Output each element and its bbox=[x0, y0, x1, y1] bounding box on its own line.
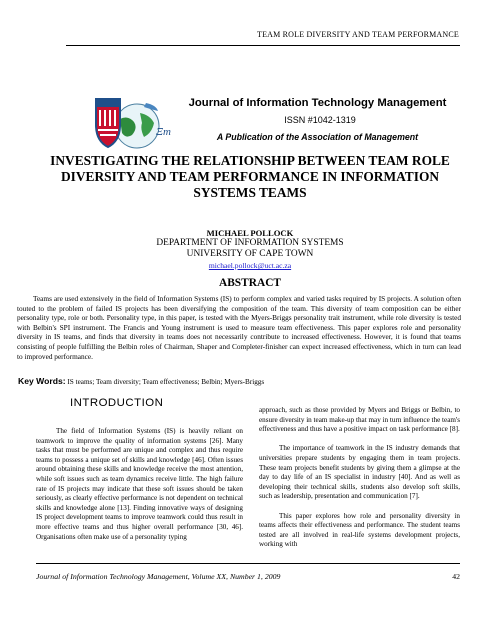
author-name: MICHAEL POLLOCK bbox=[206, 228, 294, 238]
author-university: UNIVERSITY OF CAPE TOWN bbox=[186, 249, 314, 259]
journal-name: Journal of Information Technology Management bbox=[188, 97, 447, 109]
keywords-text: IS teams; Team diversity; Team effectiveness; Belbin; Myers-Briggs bbox=[67, 378, 265, 386]
svg-text:Ξm: Ξm bbox=[156, 126, 171, 138]
footer-citation: Journal of Information Technology Management, Volume XX, Number 1, 2009 bbox=[36, 572, 281, 581]
page-number: 42 bbox=[452, 572, 460, 581]
intro-paragraph-1: The field of Information Systems (IS) is heavily reliant on teamwork to improve the quality of information systems [26]. Many tasks that must be performed are unique and complex and thus require teams to possess a unique set of skills and knowledge [46]. Often issues around obtaining these skills and knowledge receive the most attention, while soft issues such as team dynamics receive little. The high failure rate of IS projects may indicate that these soft issues should be taken seriously, as clearly effective performance is not dependent on technical skills and knowledge alone [13]. Finding innovative ways of designing IS project development teams to improve teamwork could thus result in more effective teams and thus higher overall performance [30, 46]. Organisations often make use of a personality typing bbox=[36, 427, 243, 541]
header-rule bbox=[66, 45, 460, 46]
author-email-link[interactable]: michael.pollock@uct.ac.za bbox=[208, 261, 292, 270]
keywords-label: Key Words: bbox=[18, 376, 66, 386]
running-header: TEAM ROLE DIVERSITY AND TEAM PERFORMANCE bbox=[256, 30, 459, 39]
right-column bbox=[259, 406, 460, 550]
keywords bbox=[18, 376, 462, 386]
left-column bbox=[36, 427, 243, 542]
introduction-heading: INTRODUCTION bbox=[70, 397, 164, 409]
author-department: DEPARTMENT OF INFORMATION SYSTEMS bbox=[156, 238, 344, 248]
paper-title: INVESTIGATING THE RELATIONSHIP BETWEEN TEAM ROLE DIVERSITY AND TEAM PERFORMANCE IN INFORMATION SYSTEMS TEAMS bbox=[50, 153, 450, 200]
intro-paragraph-3: The importance of teamwork in the IS industry demands that universities prepare students by engaging them in team projects. These team projects benefit students by giving them a glimpse at the day to day life of an IS specialist in industry [40]. And as well as developing their technical skills, students also develop soft skills, such as leadership, presentation and communication [7]. bbox=[259, 444, 460, 501]
abstract-heading: ABSTRACT bbox=[218, 277, 282, 289]
abstract-text: Teams are used extensively in the field of Information Systems (IS) to perform complex and varied tasks required by IS projects. A solution often touted to the problem of failed IS projects has been diversifying the composition of the team. This diversity of team composition can be either personality type, role or both. Personality type, in this paper, is tested with the Myers-Briggs personality trait instrument, while role diversity is tested with Belbin's SPI instrument. The Francis and Young instrument is used to measure team effectiveness. This paper explores role and personality diversity in IS teams, and finds that diversity in teams does not necessarily contribute to increased effectiveness. However, it is found that teams consisting of people fulfilling the Belbin roles of Chairman, Shaper and Completer-finisher can expect increased effectiveness, which in turn can lead to improved performance. bbox=[17, 294, 461, 361]
issn: ISSN #1042-1319 bbox=[284, 115, 356, 125]
intro-paragraph-4: This paper explores how role and personality diversity in teams affects their effectiveness and performance. The student teams tested are all involved in real-life systems development projects, working with bbox=[259, 511, 460, 549]
association-crest-globe-logo bbox=[90, 95, 186, 151]
intro-paragraph-2: approach, such as those provided by Myers and Briggs or Belbin, to ensure diversity in team make-up that may in turn influence the team's effectiveness and thus have a positive impact on task performance [8]. bbox=[259, 406, 460, 434]
publisher-line: A Publication of the Association of Management bbox=[216, 132, 419, 142]
footer-rule bbox=[36, 563, 460, 564]
